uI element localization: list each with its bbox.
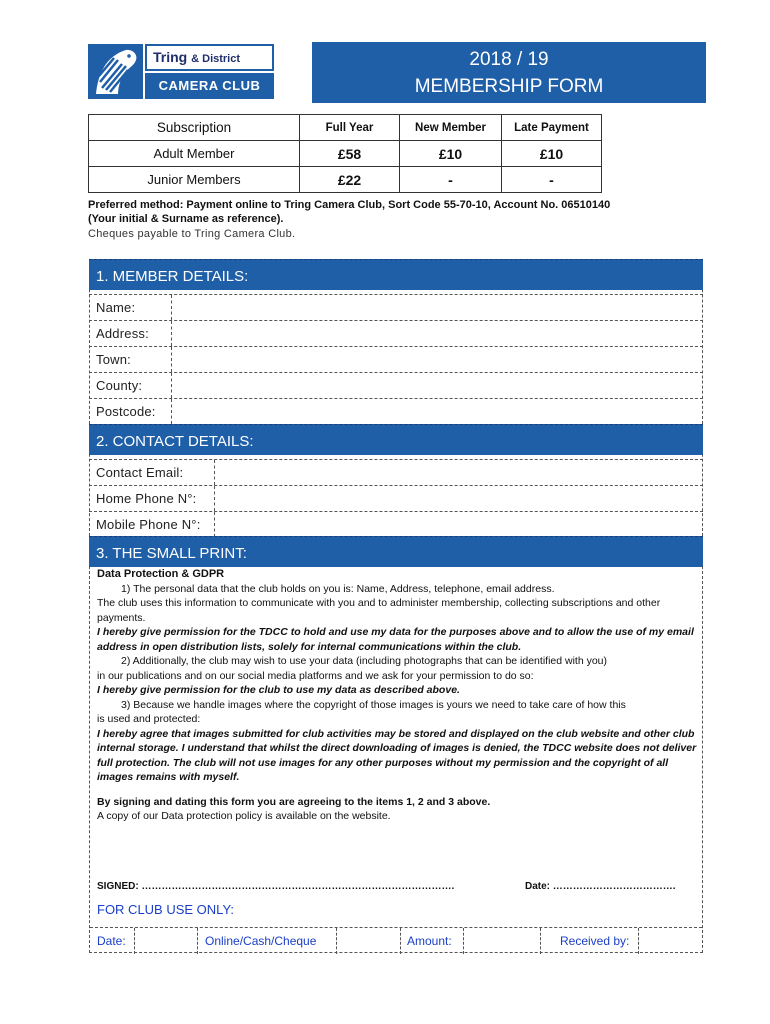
field-divider [197, 928, 198, 954]
club-logo [88, 44, 274, 99]
small-print-heading: 3. THE SMALL PRINT: [89, 536, 703, 567]
town-row [89, 346, 703, 372]
mobile-phone-row [89, 511, 703, 537]
field-divider [400, 928, 401, 954]
payment-reference: (Your initial & Surname as reference). [88, 213, 284, 225]
cell-full: £22 [300, 167, 400, 193]
club-use-heading: FOR CLUB USE ONLY: [97, 902, 235, 917]
logo-amp: & District [191, 53, 241, 65]
field-divider [638, 928, 639, 954]
payment-info [88, 198, 688, 226]
field-divider [214, 486, 215, 511]
field-divider [171, 295, 172, 320]
cell-late: £10 [502, 141, 602, 167]
signature-line[interactable]: SIGNED: …………………………………………………………………………………. [97, 881, 455, 892]
field-divider [214, 460, 215, 485]
home-phone-row [89, 485, 703, 511]
field-divider [171, 321, 172, 346]
item-1: 1) The personal data that the club holds on you is: Name, Address, telephone, email address. [121, 582, 555, 595]
cell-new: - [400, 167, 502, 193]
address-label: Address: [96, 326, 149, 341]
item-1-body: The club uses this information to communicate with you and to administer membership, collecting subscriptions and other payments. [97, 597, 661, 624]
row-label: Adult Member [89, 141, 300, 167]
title-year: 2018 / 19 [469, 49, 549, 70]
member-details-heading: 1. MEMBER DETAILS: [89, 259, 703, 290]
postcode-row [89, 398, 703, 424]
mobile-phone-label: Mobile Phone N°: [96, 517, 201, 532]
email-row [89, 459, 703, 485]
field-divider [214, 512, 215, 537]
subscription-table [88, 114, 602, 193]
table-header-row [89, 115, 602, 141]
table-header: New Member [400, 115, 502, 141]
club-use-row [90, 927, 702, 954]
item-3-consent: I hereby agree that images submitted for club activities may be stored and displayed on the club website and other club internal storage. I understand that whilst the direct downloading of images is denied, the TDCC website does not deliver full protection. The club will not use images for any other purposes without my permission and the copyright of all images remains with myself. [97, 727, 697, 783]
field-divider [171, 347, 172, 372]
item-2-body: in our publications and on our social media platforms and we ask for your permission to do so: [97, 669, 534, 682]
form-title [312, 42, 706, 103]
address-row [89, 320, 703, 346]
cheques-note: Cheques payable to Tring Camera Club. [88, 228, 296, 240]
policy-text: A copy of our Data protection policy is available on the website. [97, 810, 391, 822]
club-amount-label: Amount: [407, 934, 452, 948]
field-divider [171, 373, 172, 398]
item-3: 3) Because we handle images where the copyright of those images is yours we need to take care of how this [121, 698, 626, 711]
town-label: Town: [96, 352, 131, 367]
club-received-label: Received by: [560, 934, 630, 948]
zebra-icon [88, 44, 143, 99]
item-2-consent: I hereby give permission for the club to use my data as described above. [97, 684, 460, 696]
field-divider [540, 928, 541, 954]
club-method-label: Online/Cash/Cheque [205, 934, 317, 948]
table-row [89, 141, 602, 167]
small-print-section [89, 566, 703, 953]
item-3-body: is used and protected: [97, 713, 201, 725]
contact-details-heading: 2. CONTACT DETAILS: [89, 424, 703, 455]
spacer [97, 785, 697, 795]
row-label: Junior Members [89, 167, 300, 193]
field-divider [171, 399, 172, 424]
cell-late: - [502, 167, 602, 193]
logo-line2: CAMERA CLUB [145, 73, 274, 99]
home-phone-label: Home Phone N°: [96, 491, 197, 506]
logo-top-text [145, 44, 274, 71]
field-divider [463, 928, 464, 954]
logo-line1: Tring [153, 49, 188, 65]
email-label: Contact Email: [96, 465, 184, 480]
county-label: County: [96, 378, 143, 393]
cell-full: £58 [300, 141, 400, 167]
date-line[interactable]: Date: ………………………………. [525, 881, 676, 892]
cell-new: £10 [400, 141, 502, 167]
field-divider [336, 928, 337, 954]
name-label: Name: [96, 300, 136, 315]
table-header: Late Payment [502, 115, 602, 141]
postcode-label: Postcode: [96, 404, 156, 419]
field-divider [134, 928, 135, 954]
table-row [89, 167, 602, 193]
agreement-text: By signing and dating this form you are agreeing to the items 1, 2 and 3 above. [97, 795, 491, 808]
table-header: Subscription [89, 115, 300, 141]
gdpr-subtitle: Data Protection & GDPR [97, 568, 225, 580]
table-header: Full Year [300, 115, 400, 141]
title-name: MEMBERSHIP FORM [414, 76, 604, 97]
item-2: 2) Additionally, the club may wish to use your data (including photographs that can be identified with you) [121, 655, 608, 667]
county-row [89, 372, 703, 398]
club-date-label: Date: [97, 934, 126, 948]
name-row [89, 294, 703, 320]
item-1-consent: I hereby give permission for the TDCC to hold and use my data for the purposes above and to allow the use of my email address in open distribution lists, solely for internal communications within the club. [97, 626, 694, 653]
payment-preferred: Preferred method: Payment online to Tring Camera Club, Sort Code 55-70-10, Account No. 06510140 [88, 199, 611, 211]
